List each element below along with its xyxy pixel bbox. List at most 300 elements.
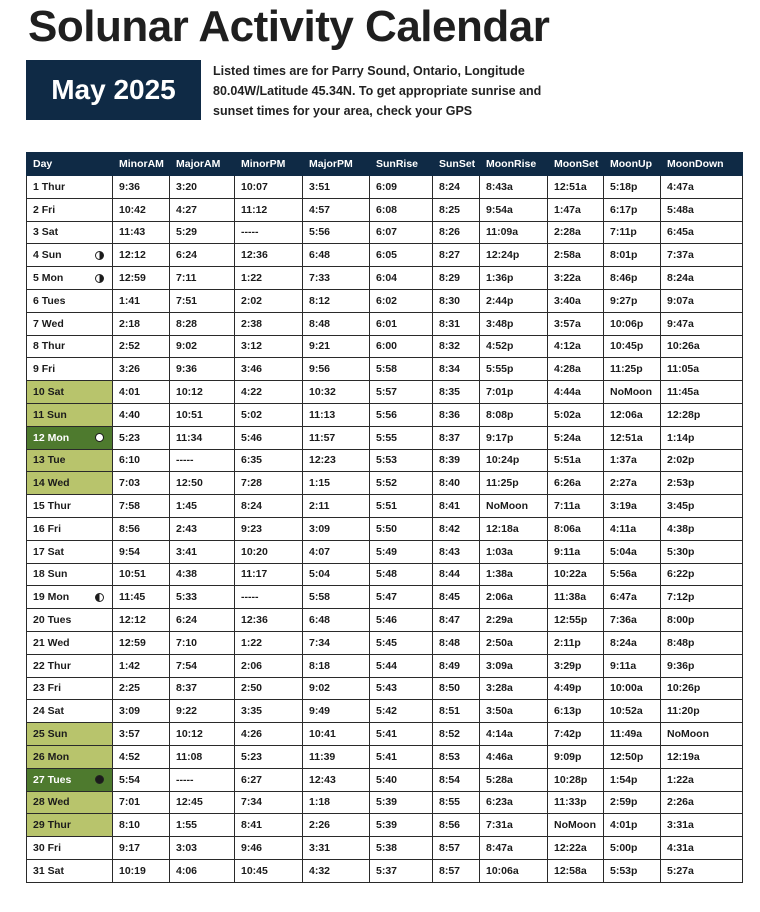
- time-cell-minoram: 3:26: [113, 358, 170, 381]
- time-cell-moonup: 7:11p: [604, 221, 661, 244]
- time-cell-majorpm: 6:48: [303, 609, 370, 632]
- time-cell-minorpm: -----: [235, 221, 303, 244]
- time-cell-majoram: 6:24: [170, 244, 235, 267]
- time-cell-minorpm: 4:22: [235, 381, 303, 404]
- time-cell-majorpm: 8:18: [303, 654, 370, 677]
- table-row: [27, 221, 743, 244]
- time-cell-majorpm: 10:32: [303, 381, 370, 404]
- time-cell-minorpm: 4:26: [235, 723, 303, 746]
- time-cell-sunrise: 6:01: [370, 312, 433, 335]
- time-cell-sunset: 8:40: [433, 472, 480, 495]
- time-cell-moonup: 12:50p: [604, 745, 661, 768]
- time-cell-moonrise: 3:28a: [480, 677, 548, 700]
- time-cell-moonset: NoMoon: [548, 814, 604, 837]
- time-cell-minoram: 10:42: [113, 198, 170, 221]
- time-cell-sunset: 8:26: [433, 221, 480, 244]
- time-cell-moondown: 11:05a: [661, 358, 743, 381]
- time-cell-minoram: 7:01: [113, 791, 170, 814]
- time-cell-moonup: 6:47a: [604, 586, 661, 609]
- day-cell: [27, 244, 113, 267]
- time-cell-sunrise: 5:45: [370, 631, 433, 654]
- time-cell-majoram: 7:11: [170, 267, 235, 290]
- day-cell: [27, 495, 113, 518]
- time-cell-sunset: 8:48: [433, 631, 480, 654]
- first-moon-icon: [95, 251, 104, 260]
- time-cell-moonrise: 12:18a: [480, 517, 548, 540]
- table-row: [27, 791, 743, 814]
- time-cell-moonset: 2:58a: [548, 244, 604, 267]
- time-cell-moonset: 7:42p: [548, 723, 604, 746]
- time-cell-moonrise: 3:50a: [480, 700, 548, 723]
- column-header-moonup: MoonUp: [604, 153, 661, 176]
- time-cell-moonup: 4:11a: [604, 517, 661, 540]
- time-cell-minoram: 2:25: [113, 677, 170, 700]
- day-cell: [27, 791, 113, 814]
- day-cell: [27, 403, 113, 426]
- time-cell-majorpm: 9:56: [303, 358, 370, 381]
- time-cell-majorpm: 9:02: [303, 677, 370, 700]
- time-cell-minoram: 6:10: [113, 449, 170, 472]
- time-cell-minoram: 9:54: [113, 540, 170, 563]
- day-cell: [27, 745, 113, 768]
- table-row: [27, 677, 743, 700]
- day-cell: [27, 814, 113, 837]
- day-cell: [27, 426, 113, 449]
- time-cell-minorpm: 11:17: [235, 563, 303, 586]
- time-cell-minorpm: 2:50: [235, 677, 303, 700]
- day-cell: [27, 700, 113, 723]
- time-cell-minoram: 5:23: [113, 426, 170, 449]
- day-label: 3 Sat: [33, 226, 59, 239]
- time-cell-majoram: 11:34: [170, 426, 235, 449]
- time-cell-majoram: 1:45: [170, 495, 235, 518]
- time-cell-sunrise: 6:09: [370, 176, 433, 199]
- time-cell-moonrise: 8:08p: [480, 403, 548, 426]
- time-cell-majorpm: 6:48: [303, 244, 370, 267]
- time-cell-sunset: 8:34: [433, 358, 480, 381]
- table-row: [27, 267, 743, 290]
- time-cell-majoram: 6:24: [170, 609, 235, 632]
- day-label: 8 Thur: [33, 340, 66, 353]
- time-cell-moondown: 9:36p: [661, 654, 743, 677]
- time-cell-moondown: 6:45a: [661, 221, 743, 244]
- time-cell-moondown: 2:53p: [661, 472, 743, 495]
- time-cell-moonrise: 11:09a: [480, 221, 548, 244]
- time-cell-majoram: 7:54: [170, 654, 235, 677]
- time-cell-moonup: 8:46p: [604, 267, 661, 290]
- time-cell-majoram: 9:02: [170, 335, 235, 358]
- day-cell: [27, 335, 113, 358]
- time-cell-majoram: -----: [170, 449, 235, 472]
- time-cell-sunrise: 5:57: [370, 381, 433, 404]
- time-cell-sunrise: 5:49: [370, 540, 433, 563]
- time-cell-moondown: 4:47a: [661, 176, 743, 199]
- time-cell-sunrise: 5:38: [370, 837, 433, 860]
- day-label: 12 Mon: [33, 431, 70, 444]
- time-cell-moonrise: 11:25p: [480, 472, 548, 495]
- time-cell-sunrise: 6:04: [370, 267, 433, 290]
- time-cell-minoram: 11:43: [113, 221, 170, 244]
- time-cell-minorpm: 9:46: [235, 837, 303, 860]
- time-cell-moondown: 2:02p: [661, 449, 743, 472]
- day-label: 19 Mon: [33, 591, 70, 604]
- time-cell-minoram: 11:45: [113, 586, 170, 609]
- time-cell-moonup: 2:27a: [604, 472, 661, 495]
- time-cell-majoram: 12:45: [170, 791, 235, 814]
- time-cell-minoram: 2:18: [113, 312, 170, 335]
- day-cell: [27, 267, 113, 290]
- table-row: [27, 176, 743, 199]
- time-cell-majorpm: 7:33: [303, 267, 370, 290]
- time-cell-minoram: 8:56: [113, 517, 170, 540]
- day-label: 27 Tues: [33, 773, 72, 786]
- table-row: [27, 358, 743, 381]
- day-cell: [27, 517, 113, 540]
- table-row: [27, 517, 743, 540]
- time-cell-moonrise: 2:06a: [480, 586, 548, 609]
- time-cell-moonset: 3:40a: [548, 289, 604, 312]
- time-cell-majorpm: 4:57: [303, 198, 370, 221]
- time-cell-moonset: 3:57a: [548, 312, 604, 335]
- time-cell-moondown: 11:20p: [661, 700, 743, 723]
- time-cell-moonup: 2:59p: [604, 791, 661, 814]
- column-header-moondown: MoonDown: [661, 153, 743, 176]
- time-cell-majorpm: 11:39: [303, 745, 370, 768]
- day-cell: [27, 768, 113, 791]
- time-cell-moonup: 5:53p: [604, 859, 661, 882]
- time-cell-majoram: 12:50: [170, 472, 235, 495]
- time-cell-minorpm: 8:41: [235, 814, 303, 837]
- day-cell: [27, 381, 113, 404]
- time-cell-moonset: 12:58a: [548, 859, 604, 882]
- time-cell-majoram: 3:20: [170, 176, 235, 199]
- day-label: 21 Wed: [33, 636, 70, 649]
- time-cell-minorpm: 1:22: [235, 267, 303, 290]
- time-cell-moonset: 9:09p: [548, 745, 604, 768]
- day-label: 18 Sun: [33, 568, 68, 581]
- time-cell-majorpm: 12:23: [303, 449, 370, 472]
- table-row: [27, 654, 743, 677]
- time-cell-sunset: 8:27: [433, 244, 480, 267]
- time-cell-majoram: 10:12: [170, 723, 235, 746]
- time-cell-moonset: 3:29p: [548, 654, 604, 677]
- column-header-majoram: MajorAM: [170, 153, 235, 176]
- time-cell-majoram: 3:03: [170, 837, 235, 860]
- time-cell-minoram: 12:12: [113, 244, 170, 267]
- table-row: [27, 426, 743, 449]
- time-cell-majoram: 4:38: [170, 563, 235, 586]
- time-cell-minorpm: 11:12: [235, 198, 303, 221]
- column-header-minoram: MinorAM: [113, 153, 170, 176]
- time-cell-sunset: 8:36: [433, 403, 480, 426]
- time-cell-moonrise: 8:47a: [480, 837, 548, 860]
- table-row: [27, 289, 743, 312]
- time-cell-majorpm: 11:13: [303, 403, 370, 426]
- time-cell-majoram: 8:37: [170, 677, 235, 700]
- time-cell-moondown: 5:27a: [661, 859, 743, 882]
- time-cell-moondown: 8:24a: [661, 267, 743, 290]
- column-header-sunset: SunSet: [433, 153, 480, 176]
- table-row: [27, 837, 743, 860]
- time-cell-sunset: 8:55: [433, 791, 480, 814]
- time-cell-sunset: 8:54: [433, 768, 480, 791]
- time-cell-minoram: 4:40: [113, 403, 170, 426]
- time-cell-sunrise: 5:52: [370, 472, 433, 495]
- time-cell-minoram: 9:36: [113, 176, 170, 199]
- time-cell-sunset: 8:56: [433, 814, 480, 837]
- time-cell-sunrise: 6:07: [370, 221, 433, 244]
- time-cell-moondown: 3:31a: [661, 814, 743, 837]
- time-cell-moonrise: 9:17p: [480, 426, 548, 449]
- time-cell-minoram: 8:10: [113, 814, 170, 837]
- time-cell-sunset: 8:41: [433, 495, 480, 518]
- time-cell-minorpm: 2:02: [235, 289, 303, 312]
- day-label: 23 Fri: [33, 682, 62, 695]
- time-cell-moonup: 11:49a: [604, 723, 661, 746]
- time-cell-minorpm: 2:06: [235, 654, 303, 677]
- time-cell-minorpm: -----: [235, 586, 303, 609]
- day-label: 10 Sat: [33, 386, 64, 399]
- time-cell-moondown: 9:07a: [661, 289, 743, 312]
- time-cell-moonrise: 3:09a: [480, 654, 548, 677]
- time-cell-majoram: 2:43: [170, 517, 235, 540]
- time-cell-majorpm: 5:56: [303, 221, 370, 244]
- time-cell-sunset: 8:44: [433, 563, 480, 586]
- time-cell-minorpm: 7:34: [235, 791, 303, 814]
- day-cell: [27, 563, 113, 586]
- day-label: 29 Thur: [33, 819, 71, 832]
- day-label: 24 Sat: [33, 705, 64, 718]
- time-cell-moonrise: 10:24p: [480, 449, 548, 472]
- time-cell-moonup: 5:56a: [604, 563, 661, 586]
- time-cell-sunrise: 5:56: [370, 403, 433, 426]
- time-cell-minoram: 1:42: [113, 654, 170, 677]
- time-cell-sunset: 8:57: [433, 859, 480, 882]
- table-row: [27, 244, 743, 267]
- column-header-sunrise: SunRise: [370, 153, 433, 176]
- time-cell-minoram: 2:52: [113, 335, 170, 358]
- time-cell-moondown: 5:30p: [661, 540, 743, 563]
- solunar-table: [26, 152, 743, 883]
- time-cell-minoram: 7:03: [113, 472, 170, 495]
- time-cell-sunrise: 6:05: [370, 244, 433, 267]
- time-cell-moonup: 9:27p: [604, 289, 661, 312]
- time-cell-sunrise: 5:55: [370, 426, 433, 449]
- time-cell-moonup: 5:04a: [604, 540, 661, 563]
- time-cell-majoram: 5:33: [170, 586, 235, 609]
- day-label: 11 Sun: [33, 408, 67, 421]
- day-cell: [27, 540, 113, 563]
- time-cell-moondown: 5:48a: [661, 198, 743, 221]
- time-cell-minoram: 12:59: [113, 267, 170, 290]
- day-cell: [27, 631, 113, 654]
- time-cell-minoram: 7:58: [113, 495, 170, 518]
- time-cell-majoram: -----: [170, 768, 235, 791]
- time-cell-moonrise: 4:52p: [480, 335, 548, 358]
- time-cell-moondown: 8:00p: [661, 609, 743, 632]
- time-cell-minoram: 12:12: [113, 609, 170, 632]
- time-cell-minoram: 9:17: [113, 837, 170, 860]
- month-badge: May 2025: [26, 60, 201, 120]
- time-cell-majoram: 9:36: [170, 358, 235, 381]
- time-cell-sunset: 8:25: [433, 198, 480, 221]
- table-row: [27, 540, 743, 563]
- time-cell-moonrise: 4:14a: [480, 723, 548, 746]
- day-label: 14 Wed: [33, 477, 70, 490]
- time-cell-minorpm: 9:23: [235, 517, 303, 540]
- time-cell-minorpm: 6:27: [235, 768, 303, 791]
- time-cell-moondown: 1:22a: [661, 768, 743, 791]
- time-cell-majoram: 9:22: [170, 700, 235, 723]
- time-cell-moondown: 11:45a: [661, 381, 743, 404]
- time-cell-majoram: 4:27: [170, 198, 235, 221]
- time-cell-minorpm: 6:35: [235, 449, 303, 472]
- time-cell-majorpm: 7:34: [303, 631, 370, 654]
- time-cell-moonup: 6:17p: [604, 198, 661, 221]
- time-cell-moondown: 4:38p: [661, 517, 743, 540]
- time-cell-moonup: NoMoon: [604, 381, 661, 404]
- time-cell-minoram: 3:09: [113, 700, 170, 723]
- time-cell-sunrise: 5:53: [370, 449, 433, 472]
- new-moon-icon: [95, 775, 104, 784]
- time-cell-moonrise: 5:55p: [480, 358, 548, 381]
- time-cell-sunset: 8:24: [433, 176, 480, 199]
- time-cell-moonup: 8:24a: [604, 631, 661, 654]
- column-header-majorpm: MajorPM: [303, 153, 370, 176]
- time-cell-minoram: 5:54: [113, 768, 170, 791]
- time-cell-moonup: 4:01p: [604, 814, 661, 837]
- time-cell-sunset: 8:52: [433, 723, 480, 746]
- time-cell-moondown: 4:31a: [661, 837, 743, 860]
- time-cell-sunrise: 5:40: [370, 768, 433, 791]
- time-cell-moonrise: 7:31a: [480, 814, 548, 837]
- time-cell-minoram: 1:41: [113, 289, 170, 312]
- time-cell-moonrise: 9:54a: [480, 198, 548, 221]
- time-cell-majorpm: 10:41: [303, 723, 370, 746]
- time-cell-sunset: 8:29: [433, 267, 480, 290]
- day-label: 15 Thur: [33, 500, 71, 513]
- day-cell: [27, 221, 113, 244]
- time-cell-sunset: 8:35: [433, 381, 480, 404]
- table-row: [27, 859, 743, 882]
- time-cell-minorpm: 5:02: [235, 403, 303, 426]
- time-cell-minoram: 10:19: [113, 859, 170, 882]
- day-cell: [27, 609, 113, 632]
- day-cell: [27, 586, 113, 609]
- day-cell: [27, 677, 113, 700]
- time-cell-sunrise: 5:42: [370, 700, 433, 723]
- time-cell-minoram: 12:59: [113, 631, 170, 654]
- time-cell-moonrise: 10:06a: [480, 859, 548, 882]
- time-cell-majoram: 10:51: [170, 403, 235, 426]
- time-cell-majorpm: 3:09: [303, 517, 370, 540]
- time-cell-moondown: 3:45p: [661, 495, 743, 518]
- time-cell-sunrise: 5:46: [370, 609, 433, 632]
- time-cell-minoram: 10:51: [113, 563, 170, 586]
- table-header-row: [27, 153, 743, 176]
- time-cell-moonset: 4:28a: [548, 358, 604, 381]
- time-cell-moonup: 1:37a: [604, 449, 661, 472]
- table-row: [27, 312, 743, 335]
- location-note: Listed times are for Parry Sound, Ontario, Longitude 80.04W/Latitude 45.34N. To get appropriate sunrise and sunset times for your area, check your GPS: [213, 64, 542, 118]
- table-row: [27, 745, 743, 768]
- day-label: 4 Sun: [33, 249, 62, 262]
- time-cell-moondown: 8:48p: [661, 631, 743, 654]
- time-cell-sunrise: 5:39: [370, 791, 433, 814]
- time-cell-minorpm: 8:24: [235, 495, 303, 518]
- day-cell: [27, 859, 113, 882]
- column-header-day: Day: [27, 153, 113, 176]
- time-cell-moonset: 11:38a: [548, 586, 604, 609]
- day-cell: [27, 312, 113, 335]
- table-row: [27, 563, 743, 586]
- time-cell-moonup: 12:51a: [604, 426, 661, 449]
- day-label: 9 Fri: [33, 363, 56, 376]
- time-cell-majorpm: 9:49: [303, 700, 370, 723]
- time-cell-moondown: 6:22p: [661, 563, 743, 586]
- table-row: [27, 472, 743, 495]
- time-cell-minorpm: 3:35: [235, 700, 303, 723]
- time-cell-majorpm: 5:04: [303, 563, 370, 586]
- time-cell-moondown: 2:26a: [661, 791, 743, 814]
- column-header-minorpm: MinorPM: [235, 153, 303, 176]
- table-row: [27, 403, 743, 426]
- time-cell-minorpm: 2:38: [235, 312, 303, 335]
- time-cell-moonset: 12:22a: [548, 837, 604, 860]
- column-header-moonrise: MoonRise: [480, 153, 548, 176]
- time-cell-majorpm: 3:51: [303, 176, 370, 199]
- day-cell: [27, 837, 113, 860]
- day-label: 28 Wed: [33, 796, 70, 809]
- first-moon-icon: [95, 274, 104, 283]
- time-cell-sunrise: 5:44: [370, 654, 433, 677]
- time-cell-sunrise: 5:48: [370, 563, 433, 586]
- time-cell-majoram: 3:41: [170, 540, 235, 563]
- time-cell-moonset: 12:51a: [548, 176, 604, 199]
- table-row: [27, 335, 743, 358]
- time-cell-sunset: 8:39: [433, 449, 480, 472]
- time-cell-sunset: 8:49: [433, 654, 480, 677]
- time-cell-sunrise: 5:41: [370, 745, 433, 768]
- time-cell-sunset: 8:57: [433, 837, 480, 860]
- table-row: [27, 723, 743, 746]
- time-cell-moonrise: 12:24p: [480, 244, 548, 267]
- time-cell-minorpm: 3:46: [235, 358, 303, 381]
- column-header-moonset: MoonSet: [548, 153, 604, 176]
- day-label: 13 Tue: [33, 454, 66, 467]
- time-cell-moonrise: 8:43a: [480, 176, 548, 199]
- time-cell-minoram: 4:52: [113, 745, 170, 768]
- time-cell-sunset: 8:37: [433, 426, 480, 449]
- table-row: [27, 768, 743, 791]
- time-cell-sunset: 8:42: [433, 517, 480, 540]
- time-cell-majorpm: 5:58: [303, 586, 370, 609]
- day-cell: [27, 198, 113, 221]
- time-cell-sunrise: 6:08: [370, 198, 433, 221]
- time-cell-moonset: 2:11p: [548, 631, 604, 654]
- time-cell-sunrise: 5:47: [370, 586, 433, 609]
- time-cell-moonset: 4:12a: [548, 335, 604, 358]
- time-cell-sunrise: 5:50: [370, 517, 433, 540]
- time-cell-sunset: 8:45: [433, 586, 480, 609]
- time-cell-moondown: 9:47a: [661, 312, 743, 335]
- time-cell-moonup: 10:06p: [604, 312, 661, 335]
- table-row: [27, 631, 743, 654]
- time-cell-moonrise: 4:46a: [480, 745, 548, 768]
- time-cell-moonset: 1:47a: [548, 198, 604, 221]
- time-cell-sunset: 8:30: [433, 289, 480, 312]
- time-cell-majorpm: 4:07: [303, 540, 370, 563]
